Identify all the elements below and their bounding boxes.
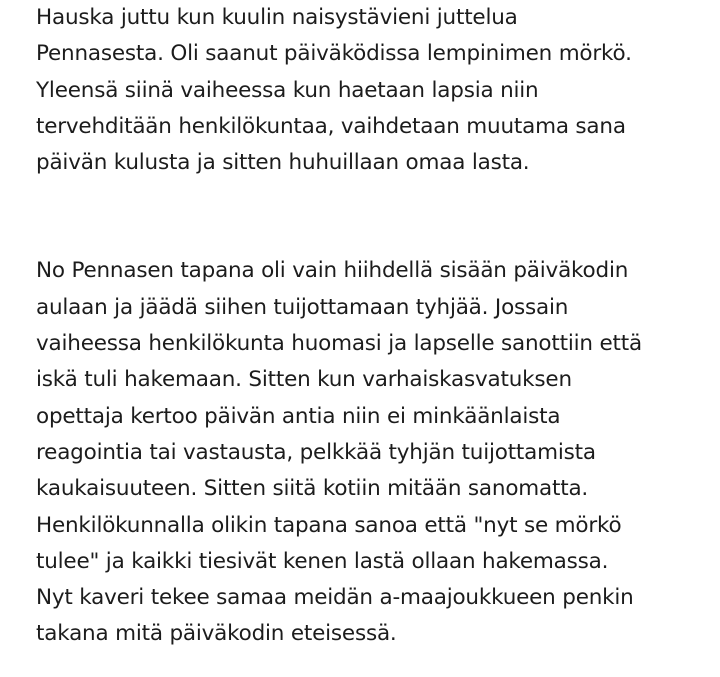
text-line: opettaja kertoo päivän antia niin ei minkäänlaista xyxy=(36,403,561,429)
text-line: Henkilökunnalla olikin tapana sanoa että "nyt se mörkö xyxy=(36,512,622,538)
text-line: vaiheessa henkilökunta huomasi ja lapselle sanottiin että xyxy=(36,331,642,357)
text-line: Yleensä siinä vaiheessa kun haetaan lapsia niin xyxy=(36,77,539,103)
text-line: kaukaisuuteen. Sitten siitä kotiin mitään sanomatta. xyxy=(36,476,589,502)
text-line: aulaan ja jäädä siihen tuijottamaan tyhjää. Jossain xyxy=(36,294,569,320)
paragraph-2 xyxy=(36,253,706,652)
text-line: reagointia tai vastausta, pelkkää tyhjän tuijottamista xyxy=(36,439,596,465)
post-body xyxy=(36,0,706,653)
text-line: No Pennasen tapana oli vain hiihdellä sisään päiväkodin xyxy=(36,258,629,284)
paragraph-1 xyxy=(36,0,706,181)
text-line: Pennasesta. Oli saanut päiväködissa lempinimen mörkö. xyxy=(36,41,632,67)
text-line: Nyt kaveri tekee samaa meidän a-maajoukkueen penkin xyxy=(36,585,634,611)
text-line: tervehditään henkilökuntaa, vaihdetaan muutama sana xyxy=(36,113,626,139)
text-line: iskä tuli hakemaan. Sitten kun varhaiskasvatuksen xyxy=(36,367,572,393)
text-line: tulee" ja kaikki tiesivät kenen lastä ollaan hakemassa. xyxy=(36,548,609,574)
text-line: päivän kulusta ja sitten huhuillaan omaa lasta. xyxy=(36,150,530,176)
text-line: takana mitä päiväkodin eteisessä. xyxy=(36,621,397,647)
text-line: Hauska juttu kun kuulin naisystävieni juttelua xyxy=(36,5,518,30)
